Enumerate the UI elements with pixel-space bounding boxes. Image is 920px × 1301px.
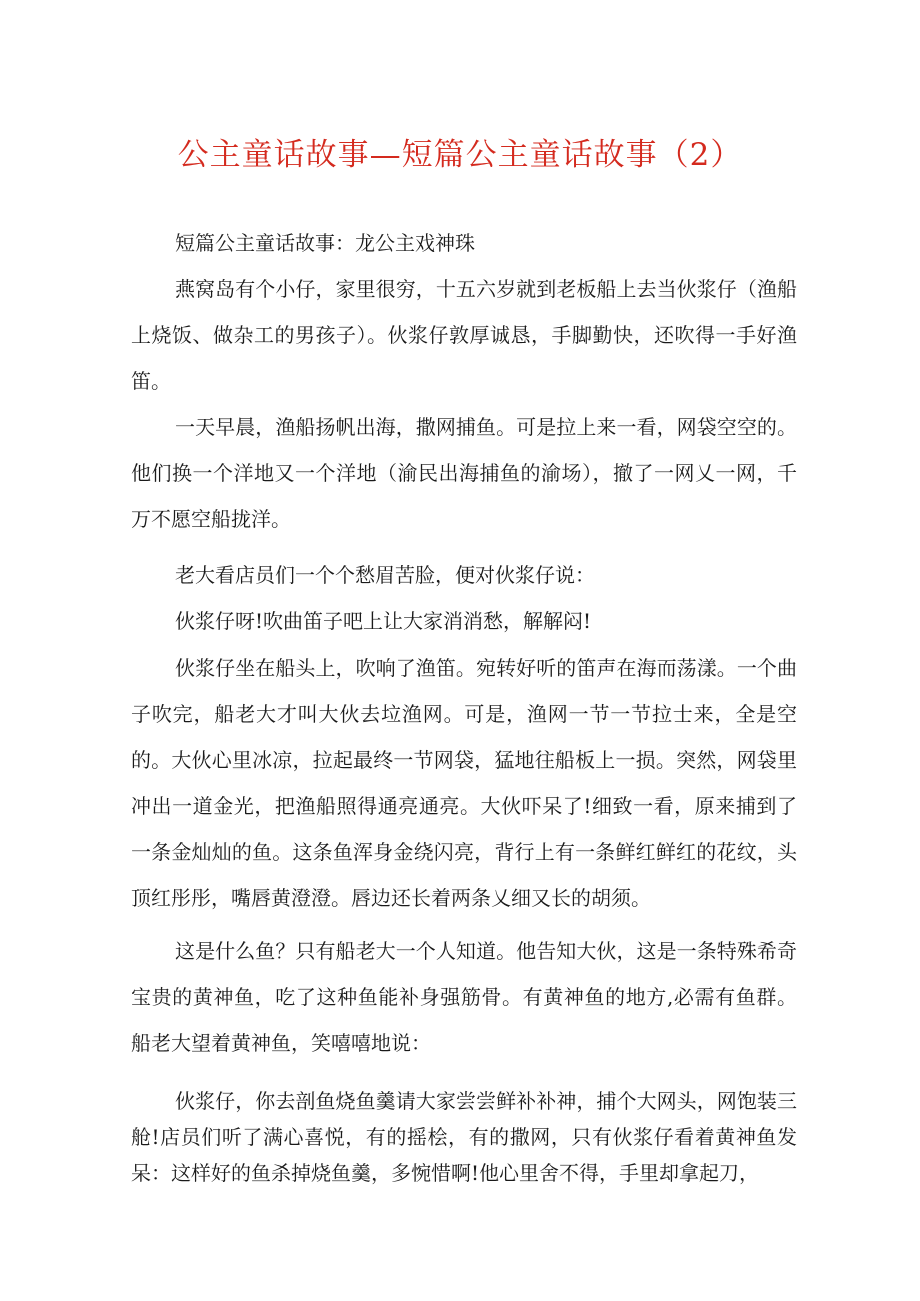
paragraph-7: 伙浆仔，你去剖鱼烧鱼羹请大家尝尝鲜补补神，捕个大网头，网饱装三舱!店员们听了满心喜悦，有的摇桧，有的撒网，只有伙浆仔看着黄神鱼发呆：这样好的鱼杀掉烧鱼羹，多惋惜啊!他心里舍不得，手里却拿起刀， (131, 1089, 797, 1185)
paragraph-2: 一天早晨，渔船扬帆出海，撒网捕鱼。可是拉上来一看，网袋空空的。他们换一个洋地又一个洋地（渝民出海捕鱼的渝场），撤了一网乂一网，千万不愿空船拢洋。 (131, 415, 797, 531)
paragraph-3: 老大看店员们一个个愁眉苦脸，便对伙浆仔说： (175, 563, 595, 587)
paragraph-5: 伙浆仔坐在船头上，吹响了渔笛。宛转好听的笛声在海而荡漾。一个曲子吹完，船老大才叫大伙去垃渔网。可是，渔网一节一节拉士来，全是空的。大伙心里冰凉，拉起最终一节网袋，猛地往船板上一损。突然，网袋里冲出一道金光，把渔船照得通亮通亮。大伙吓呆了!细致一看，原来捕到了一条金灿灿的鱼。这条鱼浑身金绕闪亮，背行上有一条鲜红鲜红的花纹，头顶红彤彤，嘴唇黄澄澄。唇边还长着两条乂细又长的胡须。 (131, 656, 797, 910)
document-title: 公主童话故事—短篇公主童话故事（2） (177, 137, 743, 173)
paragraph-1: 燕窝岛有个小仔，家里很穷，十五六岁就到老板船上去当伙浆仔（渔船上烧饭、做杂工的男孩子）。伙浆仔敦厚诚恳，手脚勤快，还吹得一手好渔笛。 (131, 277, 797, 393)
paragraph-6: 这是什么鱼？只有船老大一个人知道。他告知大伙，这是一条特殊希奇宝贵的黄神鱼，吃了这种鱼能补身强筋骨。有黄神鱼的地方,必需有鱼群。船老大望着黄神鱼，笑嘻嘻地说： (131, 939, 797, 1055)
paragraph-4: 伙浆仔呀!吹曲笛子吧上让大家消消愁，解解闷! (175, 609, 592, 633)
paragraph-subtitle: 短篇公主童话故事：龙公主戏神珠 (175, 231, 475, 255)
